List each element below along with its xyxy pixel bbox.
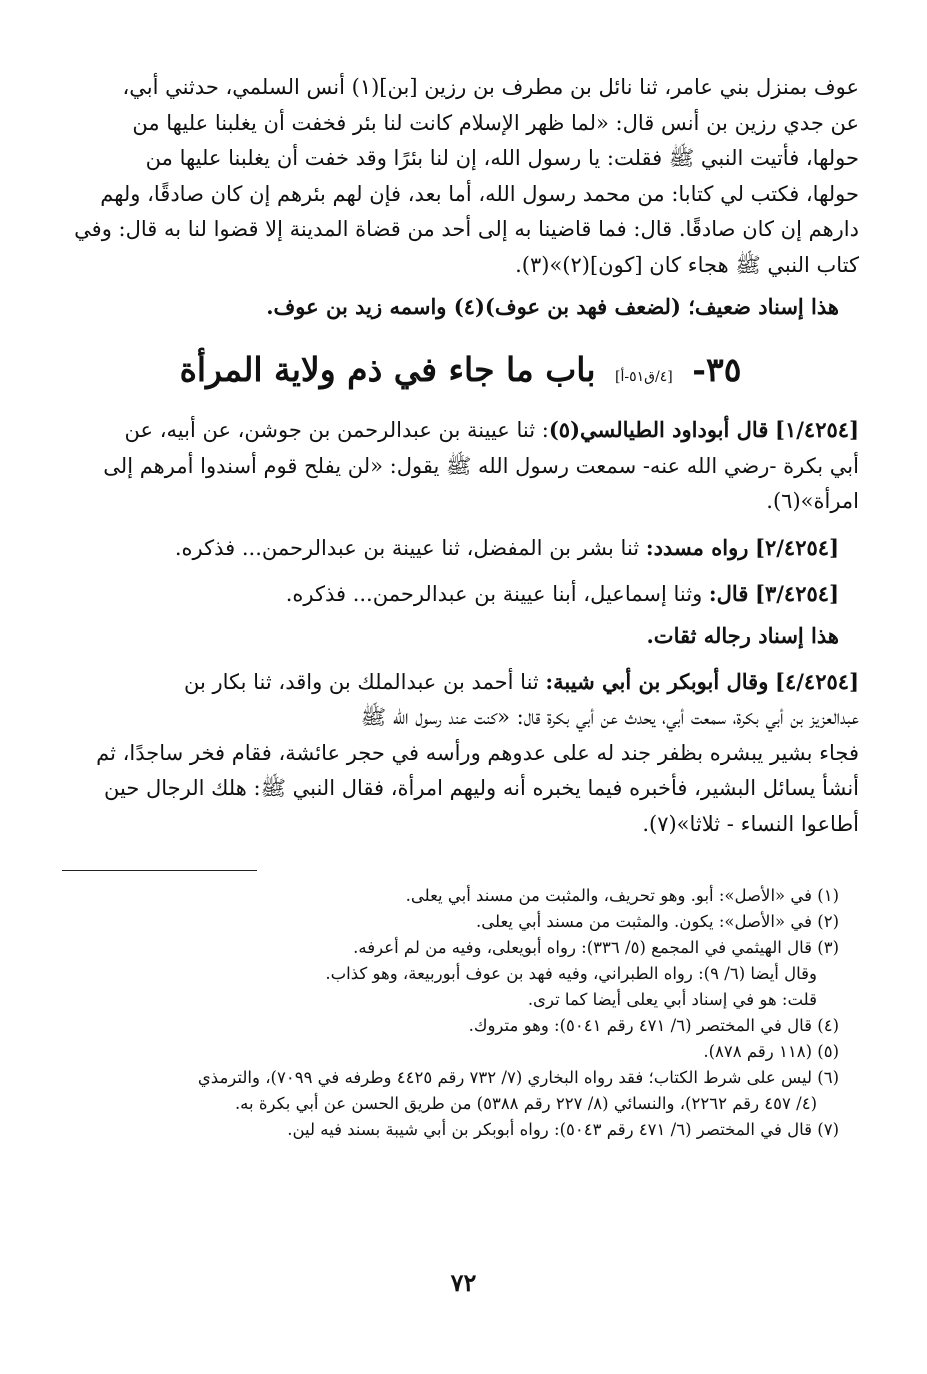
hadith-4	[62, 664, 859, 843]
hadith-ref: [١/٤٢٥٤]	[775, 417, 859, 442]
footnote-separator	[62, 870, 257, 871]
text-line: حولها، فكتب لي كتابا: من محمد رسول الله، أما بعد، فإن لهم بئرهم إن كان صادقًا، ولهم	[100, 181, 859, 206]
hadith-2	[62, 530, 859, 566]
text-line	[62, 664, 859, 701]
hadith-text: ثنا أحمد بن عبدالملك بن واقد، ثنا بكار بن	[184, 669, 546, 694]
chapter-number: ٣٥-	[692, 350, 742, 389]
hadith-ref: [٤/٤٢٥٤]	[775, 668, 859, 694]
footnote-7: (٧) قال في المختصر (٦/ ٤٧١ رقم ٥٠٤٣): رواه أبوبكر بن أبي شيبة بسند فيه لين.	[287, 1120, 839, 1139]
hadith-ref: [٢/٤٢٥٤]	[755, 534, 839, 560]
chapter-heading	[62, 345, 859, 402]
isnad-grading-note: هذا إسناد رجاله ثقات.	[646, 622, 839, 648]
page-number: ٧٢	[450, 1268, 477, 1297]
text-line: أبي بكرة -رضي الله عنه- سمعت رسول الله ﷺ يقول: «لن يفلح قوم أسندوا أمرهم إلى	[103, 453, 859, 478]
intro-paragraph	[62, 70, 859, 283]
text-line	[62, 412, 859, 449]
text-line: حولها، فأتيت النبي ﷺ فقلت: يا رسول الله، إن لنا بئرًا وقد خفت أن يغلبنا عليها من	[145, 146, 859, 170]
footnotes	[62, 883, 859, 1143]
text-line: كتاب النبي ﷺ هجاء كان [كون](٢)»(٣).	[515, 252, 859, 277]
hadith-text: : ثنا عيينة بن عبدالرحمن بن جوشن، عن أبيه، عن	[124, 418, 549, 442]
footnote-6-continued: (٤/ ٤٥٧ رقم ٢٢٦٢)، والنسائي (٨/ ٢٢٧ رقم ٥٣٨٨) من طريق الحسن عن أبي بكرة به.	[234, 1094, 817, 1113]
footnote-5: (٥) (١١٨ رقم ٨٧٨).	[703, 1042, 839, 1061]
hadith-ref: [٣/٤٢٥٤]	[755, 580, 839, 606]
text-line: دارهم إن كان صادقًا. قال: فما قاضينا به إلى أحد من قضاة المدينة إلا قضوا لنا به قال: وفي	[74, 217, 859, 241]
text-line: فجاء بشير يبشره بظفر جند له على عدوهم ورأسه في حجر عائشة، فقام فخر ساجدًا، ثم	[96, 740, 859, 765]
manuscript-marker: [٤/ق٥١-أ]	[615, 369, 673, 385]
hadith-3	[62, 576, 859, 612]
footnote-2: (٢) في «الأصل»: يكون. والمثبت من مسند أبي يعلى.	[475, 912, 839, 931]
hadith-lead: رواه مسدد:	[645, 534, 749, 560]
isnad-grading-note: هذا إسناد ضعيف؛ (لضعف فهد بن عوف)(٤) واسمه زيد بن عوف.	[266, 294, 839, 319]
text-line: عن جدي رزين بن أنس قال: «لما ظهر الإسلام كانت لنا بئر فخفت أن يغلبنا عليها من	[132, 110, 859, 135]
text-line: عبدالعزيز بن أبي بكرة، سمعت أبي، يحدث عن أبي بكرة قال: «كنت عند رسول الله ﷺ	[360, 705, 859, 729]
footnote-6: (٦) ليس على شرط الكتاب؛ فقد رواه البخاري (٧/ ٧٣٢ رقم ٤٤٢٥ وطرفه في ٧٠٩٩)، والترمذي	[197, 1068, 839, 1087]
hadith-text: ثنا بشر بن المفضل، ثنا عيينة بن عبدالرحمن... فذكره.	[174, 535, 640, 560]
text-line: امرأة»(٦).	[766, 489, 859, 513]
chapter-title: باب ما جاء في ذم ولاية المرأة	[179, 350, 596, 389]
footnote-1: (١) في «الأصل»: أبو. وهو تحريف، والمثبت من مسند أبي يعلى.	[405, 886, 839, 905]
hadith-lead: قال أبوداود الطيالسي(٥)	[548, 417, 769, 442]
hadith-text: وثنا إسماعيل، أبنا عيينة بن عبدالرحمن... فذكره.	[285, 581, 703, 606]
text-line: أنشأ يسائل البشير، فأخبره فيما يخبره أنه وليهم امرأة، فقال النبي ﷺ: هلك الرجال حين	[104, 776, 859, 800]
footnote-3-comment: قلت: هو في إسناد أبي يعلى أيضا كما ترى.	[527, 990, 817, 1009]
hadith-lead: وقال أبوبكر بن أبي شيبة:	[545, 668, 769, 694]
footnote-4: (٤) قال في المختصر (٦/ ٤٧١ رقم ٥٠٤١): وهو متروك.	[468, 1016, 839, 1035]
text-line: عوف بمنزل بني عامر، ثنا نائل بن مطرف بن رزين [بن](١) أنس السلمي، حدثني أبي،	[122, 75, 859, 99]
hadith-1	[62, 412, 859, 520]
footnote-3: (٣) قال الهيثمي في المجمع (٥/ ٣٣٦): رواه أبويعلى، وفيه من لم أعرفه.	[353, 938, 839, 957]
text-line: أطاعوا النساء - ثلاثا»(٧).	[642, 811, 859, 836]
footnote-3-continued: وقال أيضا (٦/ ٩): رواه الطبراني، وفيه فهد بن عوف أبوربيعة، وهو كذاب.	[325, 964, 817, 983]
hadith-lead: قال:	[708, 580, 749, 606]
